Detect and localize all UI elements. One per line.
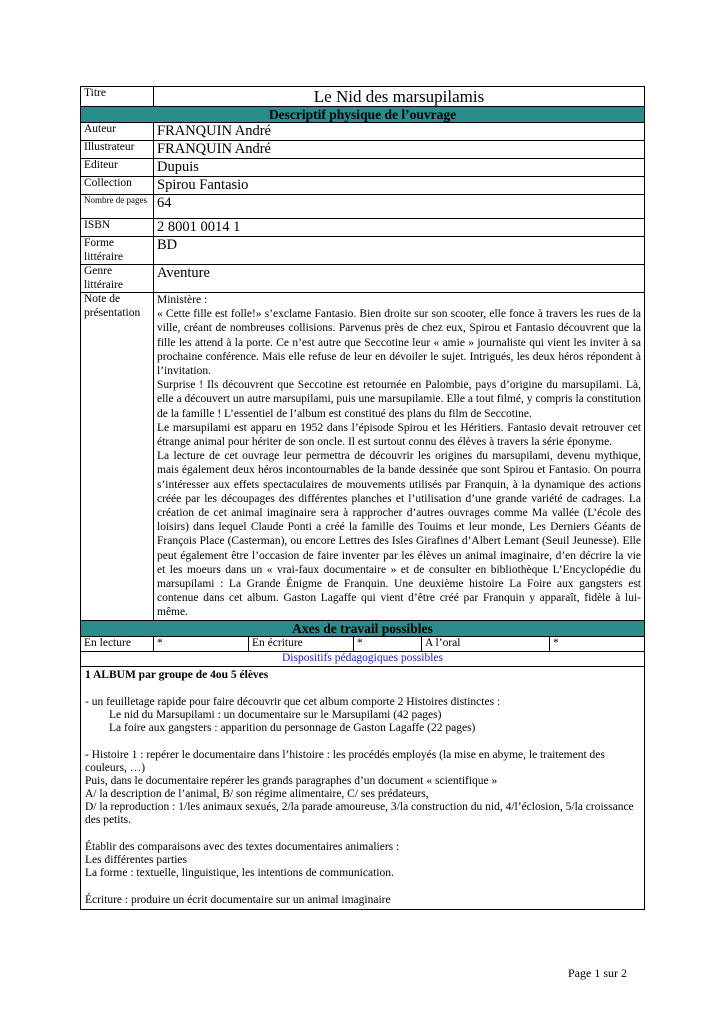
isbn-value: 2 8001 0014 1 xyxy=(154,219,645,237)
axis-writing-label: En écriture xyxy=(249,637,354,652)
collection-label: Collection xyxy=(81,177,154,195)
pedagogy-heading: 1 ALBUM par groupe de 4ou 5 élèves xyxy=(85,669,269,681)
dispositifs-header: Dispositifs pédagogiques possibles xyxy=(81,652,645,667)
genre-value: Aventure xyxy=(154,265,645,293)
pedagogy-line-2: Le nid du Marsupilami : un documentaire sur le Marsupilami (42 pages) xyxy=(109,709,442,721)
pedagogy-line-5: Puis, dans le documentaire repérer les grands paragraphes d’un document « scientifique » xyxy=(85,775,498,787)
title-label: Titre xyxy=(81,87,154,107)
form-label: Forme littéraire xyxy=(81,237,154,265)
presentation-para-3: Surprise ! Ils découvrent que Seccotine est retournée en Palombie, pays d’origine du marsupilami. Là, elle a découvert un autre marsupilami, puis une marsupilamie. Elle a tout filmé, y compris la constitution de la famille ! L’essentiel de l’album est constitué des plans du film de Seccotine. xyxy=(157,379,641,420)
pedagogy-line-3: La foire aux gangsters : apparition du personnage de Gaston Lagaffe (22 pages) xyxy=(109,722,476,734)
axes-table xyxy=(80,636,645,910)
genre-label: Genre littéraire xyxy=(81,265,154,293)
section-header-physical: Descriptif physique de l’ouvrage xyxy=(81,107,645,123)
presentation-para-4: Le marsupilami est apparu en 1952 dans l’épisode Spirou et les Héritiers. Fantasio devait retrouver cet étrange animal pour hériter de son oncle. Il est surtout connu des élèves à travers la série éponyme. xyxy=(157,421,641,449)
pedagogy-content xyxy=(81,667,645,910)
pedagogy-line-11: Écriture : produire un écrit documentaire sur un animal imaginaire xyxy=(85,894,391,906)
pedagogy-line-10: La forme : textuelle, linguistique, les intentions de communication. xyxy=(85,867,394,879)
page-footer: Page 1 sur 2 xyxy=(568,966,627,980)
axis-oral-value: * xyxy=(550,637,645,652)
publisher-value: Dupuis xyxy=(154,159,645,177)
pedagogy-line-9: Les différentes parties xyxy=(85,854,187,866)
form-value: BD xyxy=(154,237,645,265)
axis-oral-label: A l’oral xyxy=(422,637,550,652)
pedagogy-line-4: - Histoire 1 : repérer le documentaire dans l’histoire : les procédés employés (la mise en abyme, le traitement des couleurs, …) xyxy=(85,749,605,774)
pedagogy-line-8: Établir des comparaisons avec des textes documentaires animaliers : xyxy=(85,841,400,853)
axis-writing-value: * xyxy=(354,637,422,652)
book-title: Le Nid des marsupilamis xyxy=(154,87,645,107)
presentation-text xyxy=(154,293,645,621)
presentation-para-5: La lecture de cet ouvrage leur permettra de découvrir les origines du marsupilami, devenu mythique, mais également deux héros incontournables de la bande dessinée que sont Spirou et Fantasio. On pourra s’intéresser aux effets spectaculaires de mouvements utilisés par Franquin, à la dynamique des actions créée par les découpages des différentes planches et l’utilisation d’une grande variété de cadrages. La création de cet animal imaginaire sera à rapprocher d’autres ouvrages comme Ma vallée (L’école des loisirs) dans lequel Claude Ponti a créé la famille des Touims et leur monde, Les Derniers Géants de François Place (Casterman), ou encore Lettres des Isles Girafines d’Albert Lemant (Seuil Jeunesse). Elle peut également être l’occasion de faire inventer par les élèves un animal imaginaire, d’en décrire la vie et les moeurs dans un « vrai-faux documentaire » et de consulter en bibliothèque L’Encyclopédie du marsupilami : La Grande Énigme de Franquin. Une deuxième histoire La Foire aux gangsters est contenue dans cet album. Gaston Lagaffe qui vient d’être créé par Franquin y apparaît, fidèle à lui-même. xyxy=(157,450,641,619)
pedagogy-line-1: - un feuilletage rapide pour faire découvrir que cet album comporte 2 Histoires distinctes : xyxy=(85,696,501,708)
pages-value: 64 xyxy=(154,195,645,219)
pedagogy-line-6: A/ la description de l’animal, B/ son régime alimentaire, C/ ses prédateurs, xyxy=(85,788,429,800)
pages-label: Nombre de pages xyxy=(81,195,154,219)
illustrator-value: FRANQUIN André xyxy=(154,141,645,159)
axis-reading-value: * xyxy=(154,637,249,652)
axis-reading-label: En lecture xyxy=(81,637,154,652)
presentation-para-2: « Cette fille est folle!» s’exclame Fantasio. Bien droite sur son scooter, elle fonce à travers les rues de la ville, créant de nombreuses collisions. Parvenus près de chez eux, Spirou et Fantasio découvrent que la fille les attend à la porte. Ce n’est autre que Seccotine leur « amie » journaliste qui vient les inviter à sa prochaine conférence. Mais elle refuse de leur en dévoiler le sujet. Intrigués, les deux héros répondent à l’invitation. xyxy=(157,308,641,378)
author-label: Auteur xyxy=(81,123,154,141)
author-value: FRANQUIN André xyxy=(154,123,645,141)
title-row xyxy=(81,87,645,107)
info-table xyxy=(80,86,645,637)
publisher-label: Editeur xyxy=(81,159,154,177)
illustrator-label: Illustrateur xyxy=(81,141,154,159)
presentation-para-1: Ministère : xyxy=(157,294,208,306)
pedagogy-line-7: D/ la reproduction : 1/les animaux sexués, 2/la parade amoureuse, 3/la construction du nid, 4/l’éclosion, 5/la croissance des petits. xyxy=(85,801,634,826)
section-header-axes: Axes de travail possibles xyxy=(81,620,645,636)
collection-value: Spirou Fantasio xyxy=(154,177,645,195)
isbn-label: ISBN xyxy=(81,219,154,237)
presentation-label: Note de présentation xyxy=(81,293,154,621)
